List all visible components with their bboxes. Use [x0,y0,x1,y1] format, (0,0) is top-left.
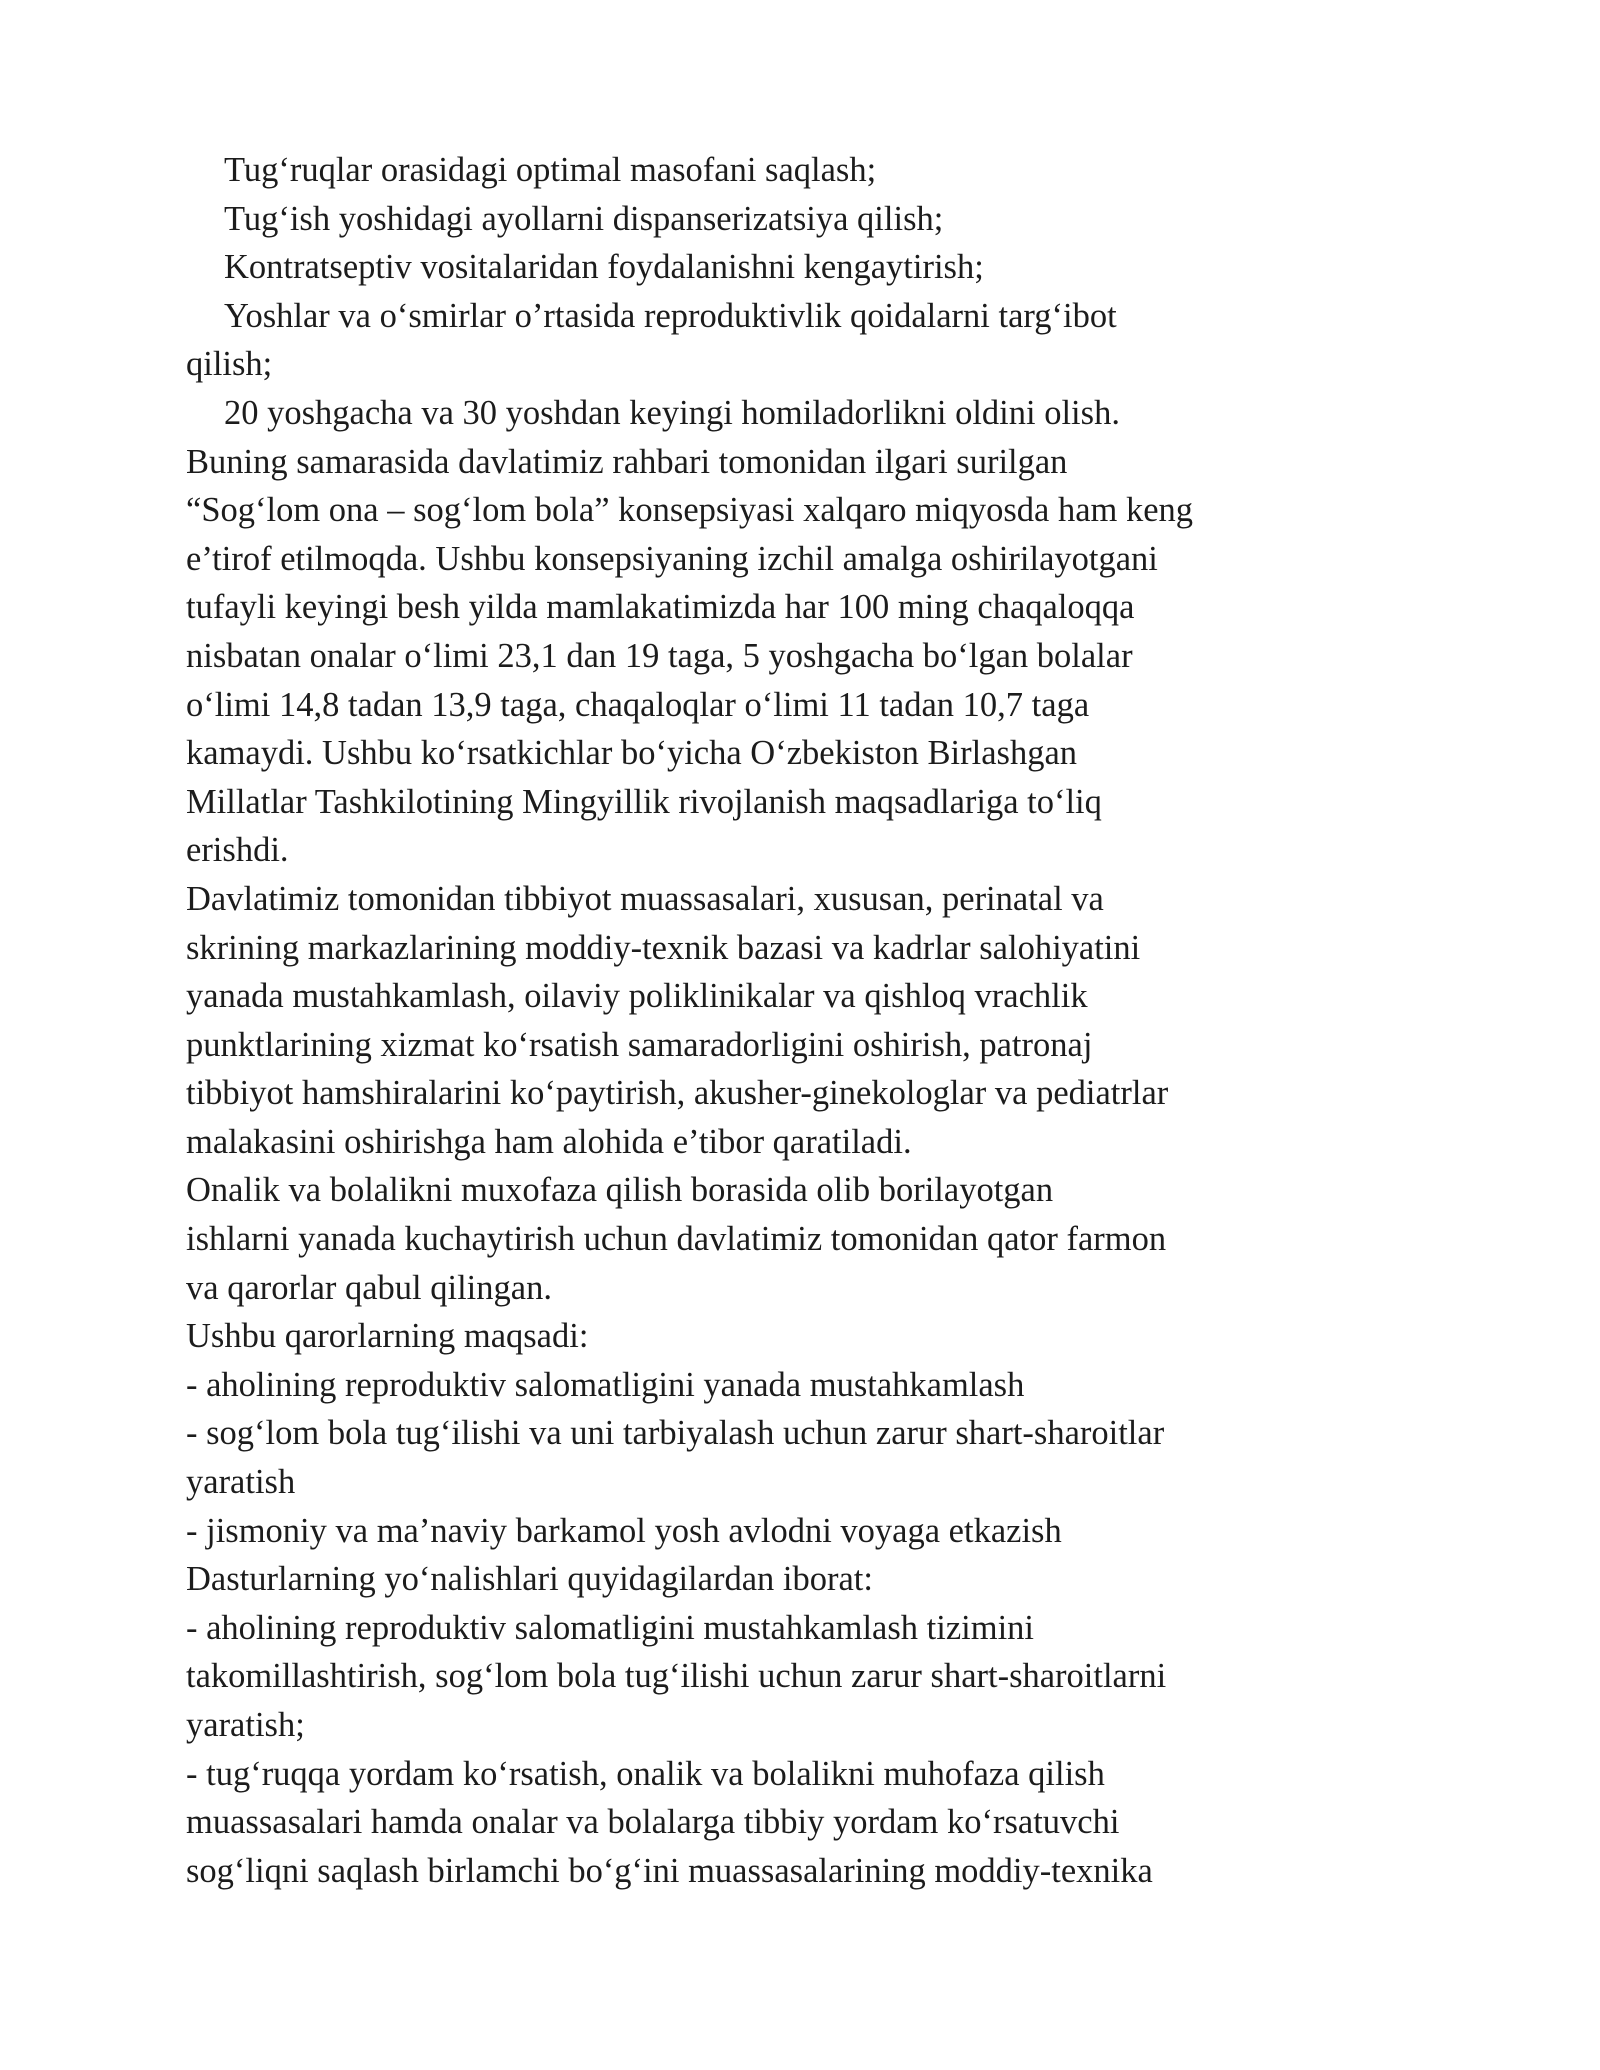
text-line: - aholining reproduktiv salomatligini mustahkamlash tizimini [186,1608,1034,1647]
text-line: o‘limi 14,8 tadan 13,9 taga, chaqaloqlar o‘limi 11 tadan 10,7 taga [186,685,1090,724]
text-line: Yoshlar va o‘smirlar o’rtasida reproduktivlik qoidalarni targ‘ibot [224,296,1117,335]
text-line: Davlatimiz tomonidan tibbiyot muassasalari, xususan, perinatal va [186,879,1104,918]
text-line: takomillashtirish, sog‘lom bola tug‘ilishi uchun zarur shart-sharoitlarni [186,1657,1167,1696]
text-line: Tug‘ish yoshidagi ayollarni dispanserizatsiya qilish; [224,199,944,238]
text-line: “Sog‘lom ona – sog‘lom bola” konsepsiyasi xalqaro miqyosda ham keng [186,491,1194,530]
text-line: skrining markazlarining moddiy-texnik bazasi va kadrlar salohiyatini [186,928,1141,967]
text-line: tibbiyot hamshiralarini ko‘paytirish, akusher-ginekologlar va pediatrlar [186,1074,1169,1113]
text-line: yanada mustahkamlash, oilaviy poliklinikalar va qishloq vrachlik [186,977,1088,1016]
text-line: Onalik va bolalikni muxofaza qilish borasida olib borilayotgan [186,1171,1054,1210]
text-line: yaratish; [186,1706,305,1744]
text-line: erishdi. [186,831,289,870]
text-line: va qarorlar qabul qilingan. [186,1268,552,1307]
text-line: e’tirof etilmoqda. Ushbu konsepsiyaning izchil amalga oshirilayotgani [186,539,1158,578]
text-line: muassasalari hamda onalar va bolalarga tibbiy yordam ko‘rsatuvchi [186,1803,1120,1842]
text-line: kamaydi. Ushbu ko‘rsatkichlar bo‘yicha O‘zbekiston Birlashgan [186,734,1078,773]
text-line: - jismoniy va ma’naviy barkamol yosh avlodni voyaga etkazish [186,1511,1062,1550]
text-line: tufayli keyingi besh yilda mamlakatimizda har 100 ming chaqaloqqa [186,588,1135,627]
text-line: Ushbu qarorlarning maqsadi: [186,1317,589,1356]
text-line: - aholining reproduktiv salomatligini yanada mustahkamlash [186,1365,1025,1404]
text-line: qilish; [186,345,273,384]
text-line: punktlarining xizmat ko‘rsatish samaradorligini oshirish, patronaj [186,1025,1093,1064]
text-line: ishlarni yanada kuchaytirish uchun davlatimiz tomonidan qator farmon [186,1220,1167,1259]
text-line: - tug‘ruqqa yordam ko‘rsatish, onalik va bolalikni muhofaza qilish [186,1754,1105,1793]
text-line: 20 yoshgacha va 30 yoshdan keyingi homiladorlikni oldini olish. [224,393,1120,432]
text-line: sog‘liqni saqlash birlamchi bo‘g‘ini muassasalarining moddiy-texnika [186,1851,1153,1890]
text-line: Kontratseptiv vositalaridan foydalanishni kengaytirish; [224,248,984,287]
text-line: nisbatan onalar o‘limi 23,1 dan 19 taga, 5 yoshgacha bo‘lgan bolalar [186,636,1133,675]
text-line: Tug‘ruqlar orasidagi optimal masofani saqlash; [224,151,877,189]
text-line: yaratish [186,1463,296,1502]
text-line: malakasini oshirishga ham alohida e’tibor qaratiladi. [186,1122,912,1161]
text-line: - sog‘lom bola tug‘ilishi va uni tarbiyalash uchun zarur shart-sharoitlar [186,1414,1165,1453]
text-line: Dasturlarning yo‘nalishlari quyidagilardan iborat: [186,1560,873,1599]
body-text [186,146,1296,1895]
text-line: Buning samarasida davlatimiz rahbari tomonidan ilgari surilgan [186,442,1068,481]
text-line: Millatlar Tashkilotining Mingyillik rivojlanish maqsadlariga to‘liq [186,782,1102,821]
